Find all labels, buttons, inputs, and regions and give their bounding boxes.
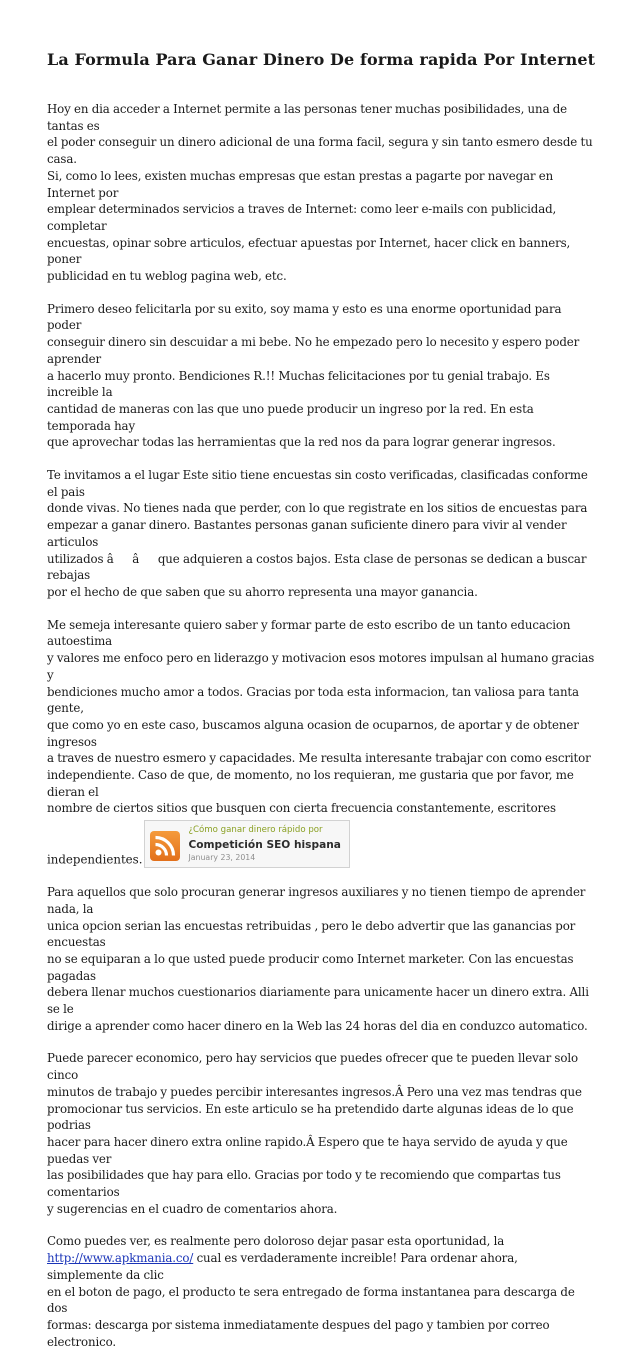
paragraph-2: Primero deseo felicitarla por su exito, soy mama y esto es una enorme oportunidad para poder conseguir dinero sin descuidar a mi bebe. No he empezado pero lo necesito y espero poder aprender a hacerlo muy pronto. Bendiciones R.!! Muchas felicitaciones por tu genial trabajo. Es increible la cantidad de maneras con las que uno puede producir un ingreso por la red. En esta temporada hay que aprovechar todas las herramientas que la red nos da para lograr generar ingresos.: [47, 301, 580, 450]
rss-feed-badge[interactable]: [144, 820, 350, 868]
feed-date: January 23, 2014: [188, 853, 256, 863]
paragraph-7: [47, 1233, 596, 1350]
paragraph-3: Te invitamos a el lugar Este sitio tiene encuestas sin costo verificadas, clasificadas conforme el pais donde vivas. No tienes nada que perder, con lo que registrate en los sitios de encuestas para empezar a ganar dinero. Bastantes personas ganan suficiente dinero para vivir al vender articulos utilizados ââque adquieren a costos bajos. Esta clase de personas se dedican a buscar rebajas por el hecho de que saben que su ahorro representa una mayor ganancia.: [47, 468, 588, 599]
paragraph-5: Para aquellos que solo procuran generar ingresos auxiliares y no tienen tiempo de aprender nada, la unica opcion serian las encuestas retribuidas , pero le debo advertir que las ganancias por encuestas no se equiparan a lo que usted puede producir como Internet marketer. Con las encuestas pagadas debera llenar muchos cuestionarios diariamente para unicamente hacer un dinero extra. Alli se le dirige a aprender como hacer dinero en la Web las 24 horas del dia en conduzco automatico.: [47, 885, 589, 1033]
apkmania-link[interactable]: http://www.apkmania.co/: [47, 1251, 194, 1266]
feed-name: Competición SEO hispana: [188, 839, 341, 852]
badge-prefix-text: independientes.: [47, 852, 143, 867]
paragraph-7-end: cual es verdaderamente increible! Para ordenar ahora, simplemente da clic en el boton de pago, el producto te sera entregado de forma instantanea para descarga de dos formas: descarga por sistema inmediatamente despues del pago y tambien por correo electronico.: [47, 1251, 575, 1349]
rss-icon: [150, 831, 180, 861]
paragraph-1: Hoy en dia acceder a Internet permite a las personas tener muchas posibilidades, una de tantas es el poder conseguir un dinero adicional de una forma facil, segura y sin tanto esmero desde tu casa. Si, como lo lees, existen muchas empresas que estan prestas a pagarte por navegar en Internet por emplear determinados servicios a traves de Internet: como leer e-mails con publicidad, completar encuestas, opinar sobre articulos, efectuar apuestas por Internet, hacer click en banners, poner publicidad en tu weblog pagina web, etc.: [47, 102, 593, 284]
page-title: La Formula Para Ganar Dinero De forma rapida Por Internet: [47, 50, 596, 69]
feed-badge-line: [47, 820, 596, 868]
paragraph-4: Me semeja interesante quiero saber y formar parte de esto escribo de un tanto educacion autoestima y valores me enfoco pero en liderazgo y motivacion esos motores impulsan al humano gracias y bendiciones mucho amor a todos. Gracias por toda esta informacion, tan valiosa para tanta gente, que como yo en este caso, buscamos alguna ocasion de ocuparnos, de aportar y de obtener ingresos a traves de nuestro esmero y capacidades. Me resulta interesante trabajar con como escritor independiente. Caso de que, de momento, no los requieran, me gustaria que por favor, me dieran el nombre de ciertos sitios que busquen con cierta frecuencia constantemente, escritores: [47, 617, 595, 816]
paragraph-7-start: Como puedes ver, es realmente pero doloroso dejar pasar esta oportunidad, la: [47, 1234, 505, 1249]
badge-text: [188, 824, 340, 863]
paragraph-6: Puede parecer economico, pero hay servicios que puedes ofrecer que te pueden llevar solo cinco minutos de trabajo y puedes percibir interesantes ingresos.Â Pero una vez mas tendras que promocionar tus servicios. En este articulo se ha pretendido darte algunas ideas de lo que podrias hacer para hacer dinero extra online rapido.Â Espero que te haya servido de ayuda y que puedas ver las posibilidades que hay para ello. Gracias por todo y te recomiendo que compartas tus comentarios y sugerencias en el cuadro de comentarios ahora.: [47, 1051, 582, 1216]
feed-title: ¿Cómo ganar dinero rápido por: [188, 825, 323, 836]
